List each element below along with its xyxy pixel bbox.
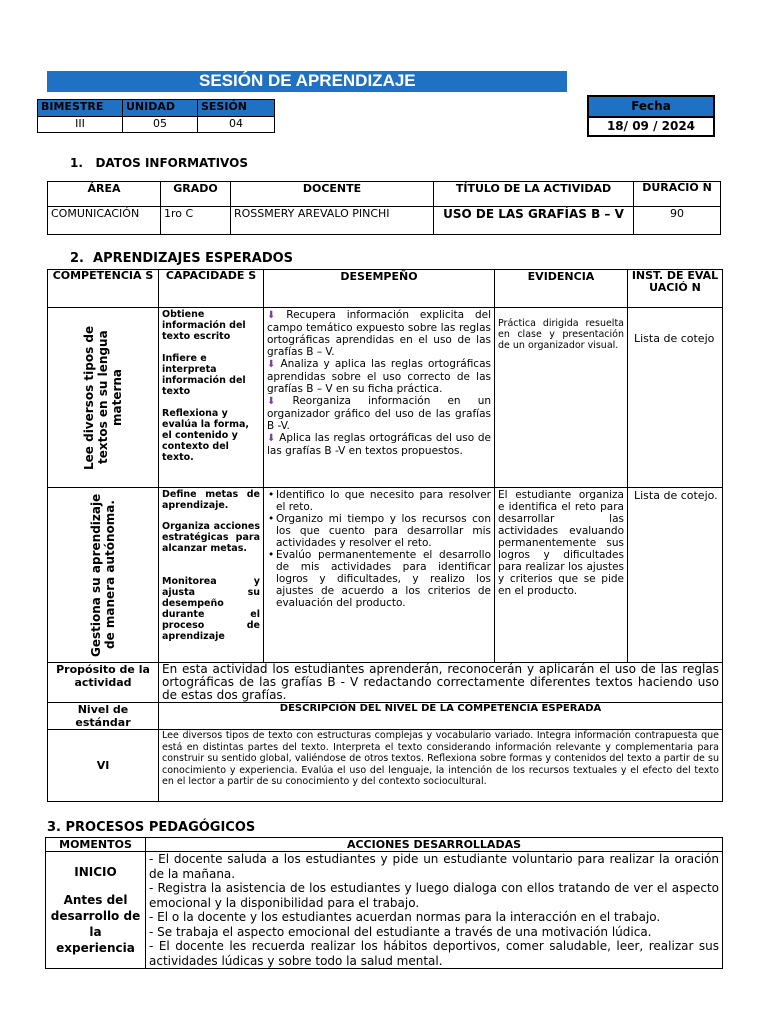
capacidad-item: Obtiene información del texto escrito <box>162 309 246 342</box>
datos-table <box>47 181 721 235</box>
desempeno-item <box>267 432 491 457</box>
capacidad-item: Monitorea y ajusta su desempeño durante el proceso de aprendizaje <box>162 576 260 642</box>
nivel-label: Nivel de estándar <box>48 703 159 730</box>
capacidad-item: Infiere e interpreta información del texto <box>162 353 246 397</box>
arrow-icon: ⬇ <box>267 359 276 370</box>
sesion-header: SESIÓN <box>198 100 275 117</box>
evidencia-header: EVIDENCIA <box>495 270 628 308</box>
competencia-lee-text: Lee diversos tipos de textos en su lengua materna <box>82 325 124 470</box>
momento-title: INICIO <box>74 865 117 879</box>
momento-inicio <box>46 852 146 969</box>
capacidades-gestiona <box>159 488 264 663</box>
bimestre-header: BIMESTRE <box>38 100 123 117</box>
duracion-value: 90 <box>634 207 721 235</box>
session-table <box>37 99 275 133</box>
title-bar <box>47 71 567 92</box>
arrow-icon: ⬇ <box>267 310 276 321</box>
instrumento-header: INST. DE EVALUACIÓ N <box>628 270 723 308</box>
desempeno-item <box>267 395 491 432</box>
accion-item: - El o la docente y los estudiantes acuerdan normas para la interacción en el trabajo. <box>149 910 661 924</box>
area-header: ÁREA <box>48 182 161 207</box>
arrow-icon: ⬇ <box>267 396 276 407</box>
desempeno-text: Recupera información explicita del campo temático expuesto sobre las reglas ortográficas aprendidas en el uso de las grafías B – V. <box>267 309 491 358</box>
accion-item: - El docente saluda a los estudiantes y pide un estudiante voluntario para realizar la oración de la mañana. <box>149 852 719 881</box>
capacidad-item: Reflexiona y evalúa la forma, el contenido y contexto del texto. <box>162 408 250 463</box>
arrow-icon: ⬇ <box>267 433 276 444</box>
fecha-box <box>587 95 715 137</box>
accion-item: - Registra la asistencia de los estudiantes y luego dialoga con ellos tratando de ver el aspecto emocional y la disponibilidad para el trabajo. <box>149 881 719 910</box>
desempeno-header: DESEMPEÑO <box>264 270 495 308</box>
acciones-header: ACCIONES DESARROLLADAS <box>146 838 723 852</box>
desempeno-item: • Evalúo permanentemente el desarrollo de mis actividades para identificar logros y dificultades, y realizo los ajustes de acuerdo a los criterios de evaluación del producto. <box>276 549 491 609</box>
section-datos-informativos: 1. DATOS INFORMATIVOS <box>70 156 248 170</box>
proposito-label: Propósito de la actividad <box>48 663 159 703</box>
grado-value: 1ro C <box>161 207 231 235</box>
duracion-header: DURACIÓ N <box>634 182 721 207</box>
unidad-header: UNIDAD <box>123 100 198 117</box>
unidad-value: 05 <box>123 117 198 133</box>
desempeno-text: Aplica las reglas ortográficas del uso de las grafías B -V en textos propuestos. <box>267 432 492 457</box>
capacidades-lee <box>159 308 264 488</box>
evidencia-lee: Práctica dirigida resuelta en clase y presentación de un organizador visual. <box>495 308 628 488</box>
capacidades-header: CAPACIDADE S <box>159 270 264 308</box>
nivel-desc-label: DESCRIPCIÓN DEL NIVEL DE LA COMPETENCIA ESPERADA <box>159 703 723 730</box>
fecha-value: 18/ 09 / 2024 <box>606 119 696 133</box>
desempeno-item: • Identifico lo que necesito para resolver el reto. <box>276 489 491 513</box>
desempeno-item <box>267 358 491 395</box>
competencia-lee <box>48 308 159 488</box>
desempeno-item <box>267 309 491 358</box>
desempenos-lee <box>264 308 495 488</box>
sesion-value: 04 <box>198 117 275 133</box>
desempenos-gestiona <box>264 488 495 663</box>
competencias-header: COMPETENCIA S <box>48 270 159 308</box>
accion-item: - Se trabaja el aspecto emocional del estudiante a través de una motivación lúdica. <box>149 924 652 939</box>
section-aprendizajes: 2. APRENDIZAJES ESPERADOS <box>70 251 294 266</box>
instrumento-lee: Lista de cotejo <box>628 308 723 488</box>
capacidad-item: Organiza acciones estratégicas para alcanzar metas. <box>162 521 260 554</box>
titulo-value: USO DE LAS GRAFÍAS B – V <box>434 207 634 235</box>
accion-item: - El docente les recuerda realizar los hábitos deportivos, comer saludable, leer, realizar sus actividades lúdicas y sobre todo la salud mental. <box>149 939 719 968</box>
proposito-text: En esta actividad los estudiantes aprenderán, reconocerán y aplicarán el uso de las reglas ortográficas de las grafías B - V redactando correctamente diferentes textos haciendo uso de estas dos grafías. <box>159 663 723 703</box>
desempeno-item: • Organizo mi tiempo y los recursos con los que cuento para desarrollar mis actividades y resolver el reto. <box>276 513 491 549</box>
titulo-header: TÍTULO DE LA ACTIVIDAD <box>434 182 634 207</box>
bimestre-value: III <box>38 117 123 133</box>
instrumento-gestiona: Lista de cotejo. <box>628 488 723 663</box>
desempeno-text: Reorganiza información en un organizador gráfico del uso de las grafías B -V. <box>267 395 491 432</box>
aprendizajes-table <box>47 269 723 802</box>
evidencia-gestiona: El estudiante organiza e identifica el reto para desarrollar las actividades evaluando permanentemente sus logros y dificultades para realizar los ajustes y criterios que se pide en el producto. <box>495 488 628 663</box>
area-value: COMUNICACIÓN <box>48 207 161 235</box>
competencia-gestiona-text: Gestiona su aprendizaje de manera autónoma. <box>89 493 117 657</box>
page-title: SESIÓN DE APRENDIZAJE <box>199 71 416 90</box>
capacidad-item: Define metas de aprendizaje. <box>162 489 260 511</box>
nivel-value: VI <box>48 730 159 802</box>
nivel-desc: Lee diversos tipos de texto con estructuras complejas y vocabulario variado. Integra información contrapuesta que está en distintas partes del texto. Interpreta el texto considerando información relevante y complementaria para construir su sentido global, valiéndose de otros textos. Reflexiona sobre formas y contenidos del texto a partir de su conocimiento y experiencia. Evalúa el uso del lenguaje, la intención de los recursos textuales y el efecto del texto en el lector a partir de su conocimiento y del contexto sociocultural. <box>159 730 723 802</box>
section-procesos: 3. PROCESOS PEDAGÓGICOS <box>47 820 256 835</box>
grado-header: GRADO <box>161 182 231 207</box>
docente-header: DOCENTE <box>231 182 434 207</box>
competencia-gestiona <box>48 488 159 663</box>
desempeno-text: Analiza y aplica las reglas ortográficas aprendidas sobre el uso correcto de las grafías B – V en su ficha práctica. <box>267 358 491 395</box>
procesos-table <box>45 837 723 969</box>
docente-value: ROSSMERY AREVALO PINCHI <box>231 207 434 235</box>
momento-sub: Antes del desarrollo de la experiencia <box>50 893 141 955</box>
momentos-header: MOMENTOS <box>46 838 146 852</box>
acciones-inicio <box>146 852 723 969</box>
fecha-label: Fecha <box>589 97 713 118</box>
